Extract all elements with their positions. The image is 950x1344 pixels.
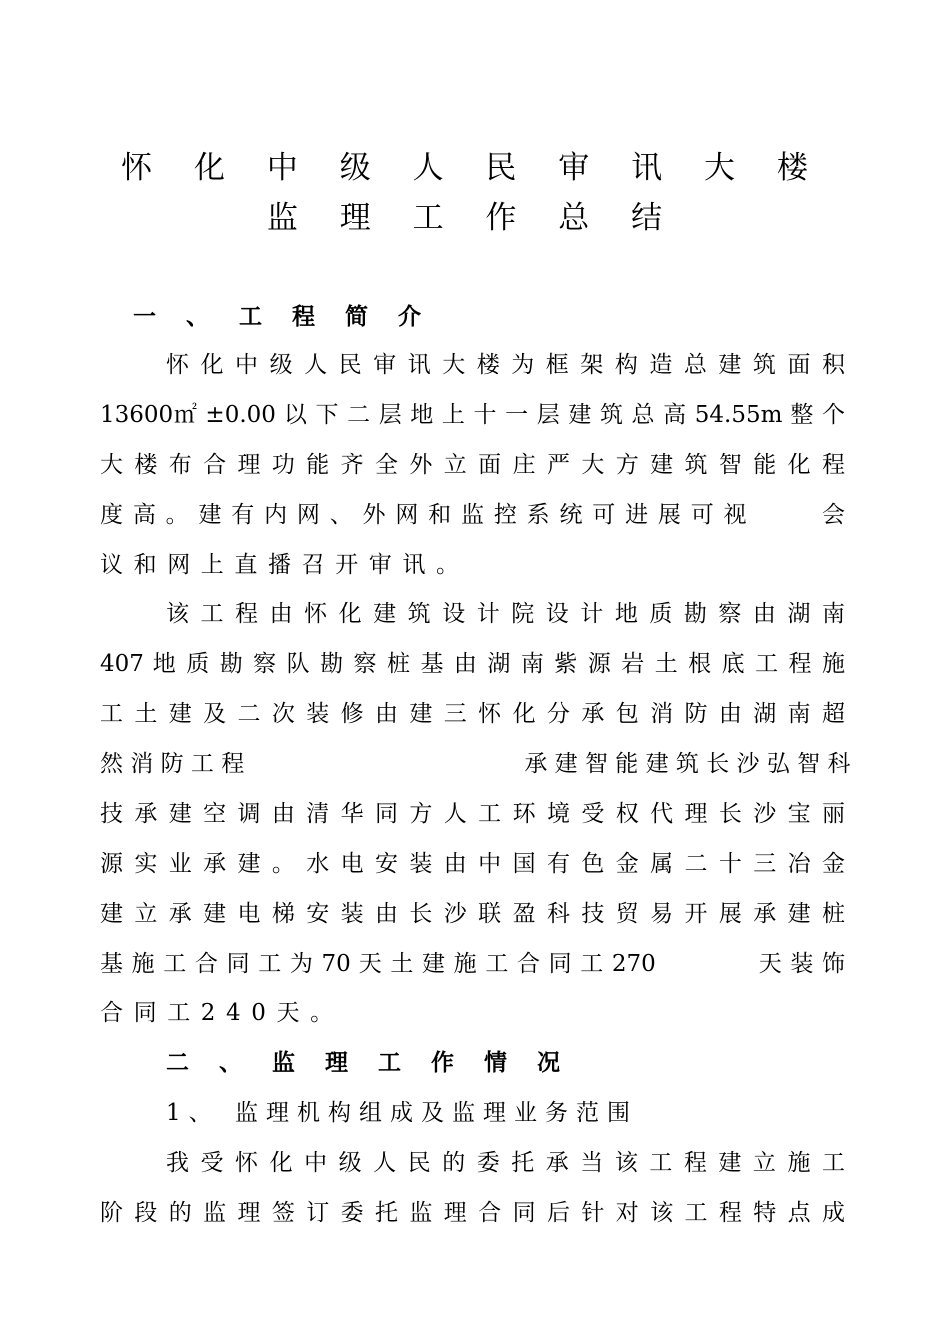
section-2-heading: 二 、 监 理 工 作 情 况 — [166, 1050, 572, 1076]
paragraph-line: 基 施 工 合 同 工 为 70 天 土 建 施 工 合 同 工 270 天 装 饰 — [100, 951, 845, 977]
paragraph-line: 议和网上直播召开审讯。 — [100, 552, 470, 578]
paragraph-line: 该 工 程 由 怀 化 建 筑 设 计 院 设 计 地 质 勘 察 由 湖 南 — [166, 601, 845, 627]
document-title-line-2: 监 理 工 作 总 结 — [266, 200, 679, 236]
paragraph-line: 源 实 业 承 建 。 水 电 安 装 由 中 国 有 色 金 属 二 十 三 冶 金 — [100, 851, 845, 877]
paragraph-line: 大 楼 布 合 理 功 能 齐 全 外 立 面 庄 严 大 方 建 筑 智 能 化 程 — [100, 452, 845, 478]
paragraph-line: 阶 段 的 监 理 签 订 委 托 监 理 合 同 后 针 对 该 工 程 特 点 成 — [100, 1200, 845, 1226]
paragraph-line: 怀 化 中 级 人 民 审 讯 大 楼 为 框 架 构 造 总 建 筑 面 积 — [166, 352, 845, 378]
paragraph-line: 度 高 。 建 有 内 网 、 外 网 和 监 控 系 统 可 进 展 可 视 会 — [100, 502, 845, 528]
paragraph-line: 技 承 建 空 调 由 清 华 同 方 人 工 环 境 受 权 代 理 长 沙 宝 丽 — [100, 801, 845, 827]
paragraph-line: 合同工240天。 — [100, 1000, 344, 1026]
paragraph-line: 工 土 建 及 二 次 装 修 由 建 三 怀 化 分 承 包 消 防 由 湖 南 超 — [100, 701, 845, 727]
document-title-line-1: 怀 化 中 级 人 民 审 讯 大 楼 — [121, 150, 824, 186]
paragraph-line: 建 立 承 建 电 梯 安 装 由 长 沙 联 盈 科 技 贸 易 开 展 承 建 桩 — [100, 901, 845, 927]
paragraph-line: 13600㎡ ±0.00 以 下 二 层 地 上 十 一 层 建 筑 总 高 54.55m 整 个 — [100, 402, 845, 428]
paragraph-line: 我 受 怀 化 中 级 人 民 的 委 托 承 当 该 工 程 建 立 施 工 — [166, 1150, 845, 1176]
paragraph-line: 然 消 防 工 程 承 建 智 能 建 筑 长 沙 弘 智 科 — [100, 751, 851, 777]
paragraph-line: 407 地 质 勘 察 队 勘 察 桩 基 由 湖 南 紫 源 岩 土 根 底 工 程 施 — [100, 651, 845, 677]
section-1-heading: 一 、 工 程 简 介 — [133, 304, 433, 330]
subsection-heading: 1、 监理机构组成及监理业务范围 — [166, 1100, 638, 1126]
